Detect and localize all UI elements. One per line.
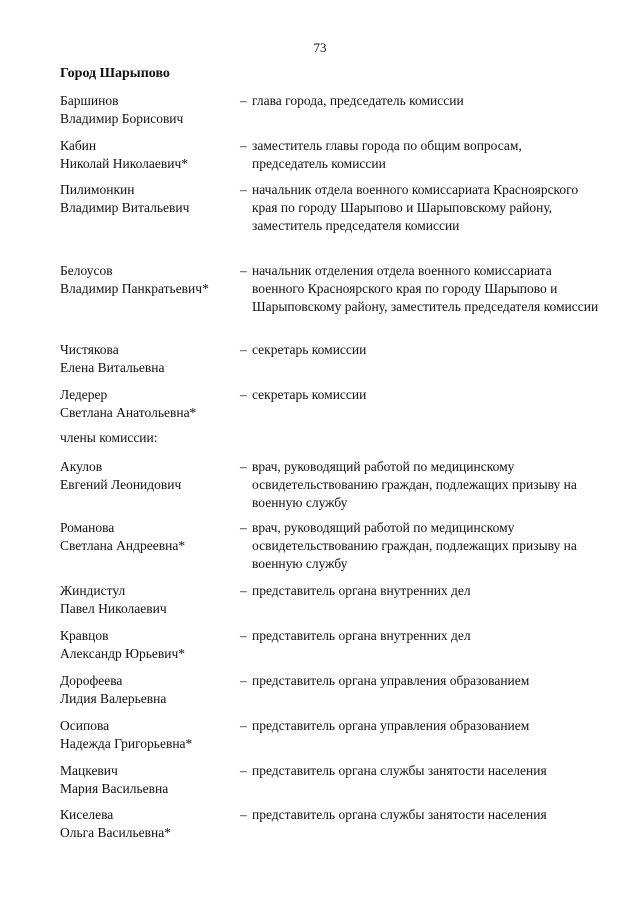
member-name: Белоусов Владимир Панкратьевич* <box>60 263 209 296</box>
role-text: врач, руководящий работой по медицинскому освидетельствованию граждан, подлежащих призыву на военную службу <box>252 520 577 571</box>
dash: – <box>240 583 247 598</box>
member-role <box>240 181 600 235</box>
member-role <box>240 137 600 173</box>
role-text: секретарь комиссии <box>252 342 367 357</box>
member-role <box>240 92 600 110</box>
dash: – <box>240 342 247 357</box>
member-name: Романова Светлана Андреевна* <box>60 520 186 553</box>
role-text: заместитель главы города по общим вопросам, председатель комиссии <box>252 138 522 171</box>
dash: – <box>240 263 247 278</box>
dash: – <box>240 387 247 402</box>
member-role <box>240 386 600 404</box>
member-role <box>240 672 600 690</box>
member-name: Киселева Ольга Васильевна* <box>60 807 171 840</box>
member-name: Дорофеева Лидия Валерьевна <box>60 673 167 706</box>
dash: – <box>240 520 247 535</box>
member-name: Пилимонкин Владимир Витальевич <box>60 182 190 215</box>
role-text: представитель органа управления образованием <box>252 673 530 688</box>
dash: – <box>240 93 247 108</box>
dash: – <box>240 182 247 197</box>
dash: – <box>240 138 247 153</box>
role-text: врач, руководящий работой по медицинскому освидетельствованию граждан, подлежащих призыву на военную службу <box>252 459 577 510</box>
section-heading: Город Шарыпово <box>60 66 170 81</box>
member-name: Осипова Надежда Григорьевна* <box>60 718 193 751</box>
dash: – <box>240 459 247 474</box>
member-name: Акулов Евгений Леонидович <box>60 459 182 492</box>
member-role <box>240 458 600 512</box>
member-role <box>240 762 600 780</box>
member-role <box>240 519 600 573</box>
dash: – <box>240 718 247 733</box>
member-name: Баршинов Владимир Борисович <box>60 93 184 126</box>
role-text: представитель органа управления образованием <box>252 718 530 733</box>
role-text: секретарь комиссии <box>252 387 367 402</box>
role-text: представитель органа службы занятости населения <box>252 763 547 778</box>
role-text: представитель органа внутренних дел <box>252 628 471 643</box>
role-text: начальник отделения отдела военного комиссариата военного Красноярского края по городу Шарыпово и Шарыповскому району, заместитель председателя комиссии <box>252 263 599 314</box>
member-name: Жиндистул Павел Николаевич <box>60 583 167 616</box>
member-name: Ледерер Светлана Анатольевна* <box>60 387 197 420</box>
dash: – <box>240 673 247 688</box>
role-text: представитель органа внутренних дел <box>252 583 471 598</box>
member-role <box>240 806 600 824</box>
page-number: 73 <box>313 40 327 55</box>
role-text: глава города, председатель комиссии <box>252 93 464 108</box>
role-text: представитель органа службы занятости населения <box>252 807 547 822</box>
member-role <box>240 262 600 316</box>
member-name: Чистякова Елена Витальевна <box>60 342 165 375</box>
member-role <box>240 627 600 645</box>
member-role <box>240 717 600 735</box>
role-text: начальник отдела военного комиссариата Красноярского края по городу Шарыпово и Шарыповскому району, заместитель председателя комиссии <box>252 182 579 233</box>
member-role <box>240 582 600 600</box>
member-name: Мацкевич Мария Васильевна <box>60 763 169 796</box>
members-label: члены комиссии: <box>60 430 158 445</box>
member-name: Кравцов Александр Юрьевич* <box>60 628 185 661</box>
dash: – <box>240 807 247 822</box>
member-name: Кабин Николай Николаевич* <box>60 138 189 171</box>
member-role <box>240 341 600 359</box>
dash: – <box>240 628 247 643</box>
dash: – <box>240 763 247 778</box>
